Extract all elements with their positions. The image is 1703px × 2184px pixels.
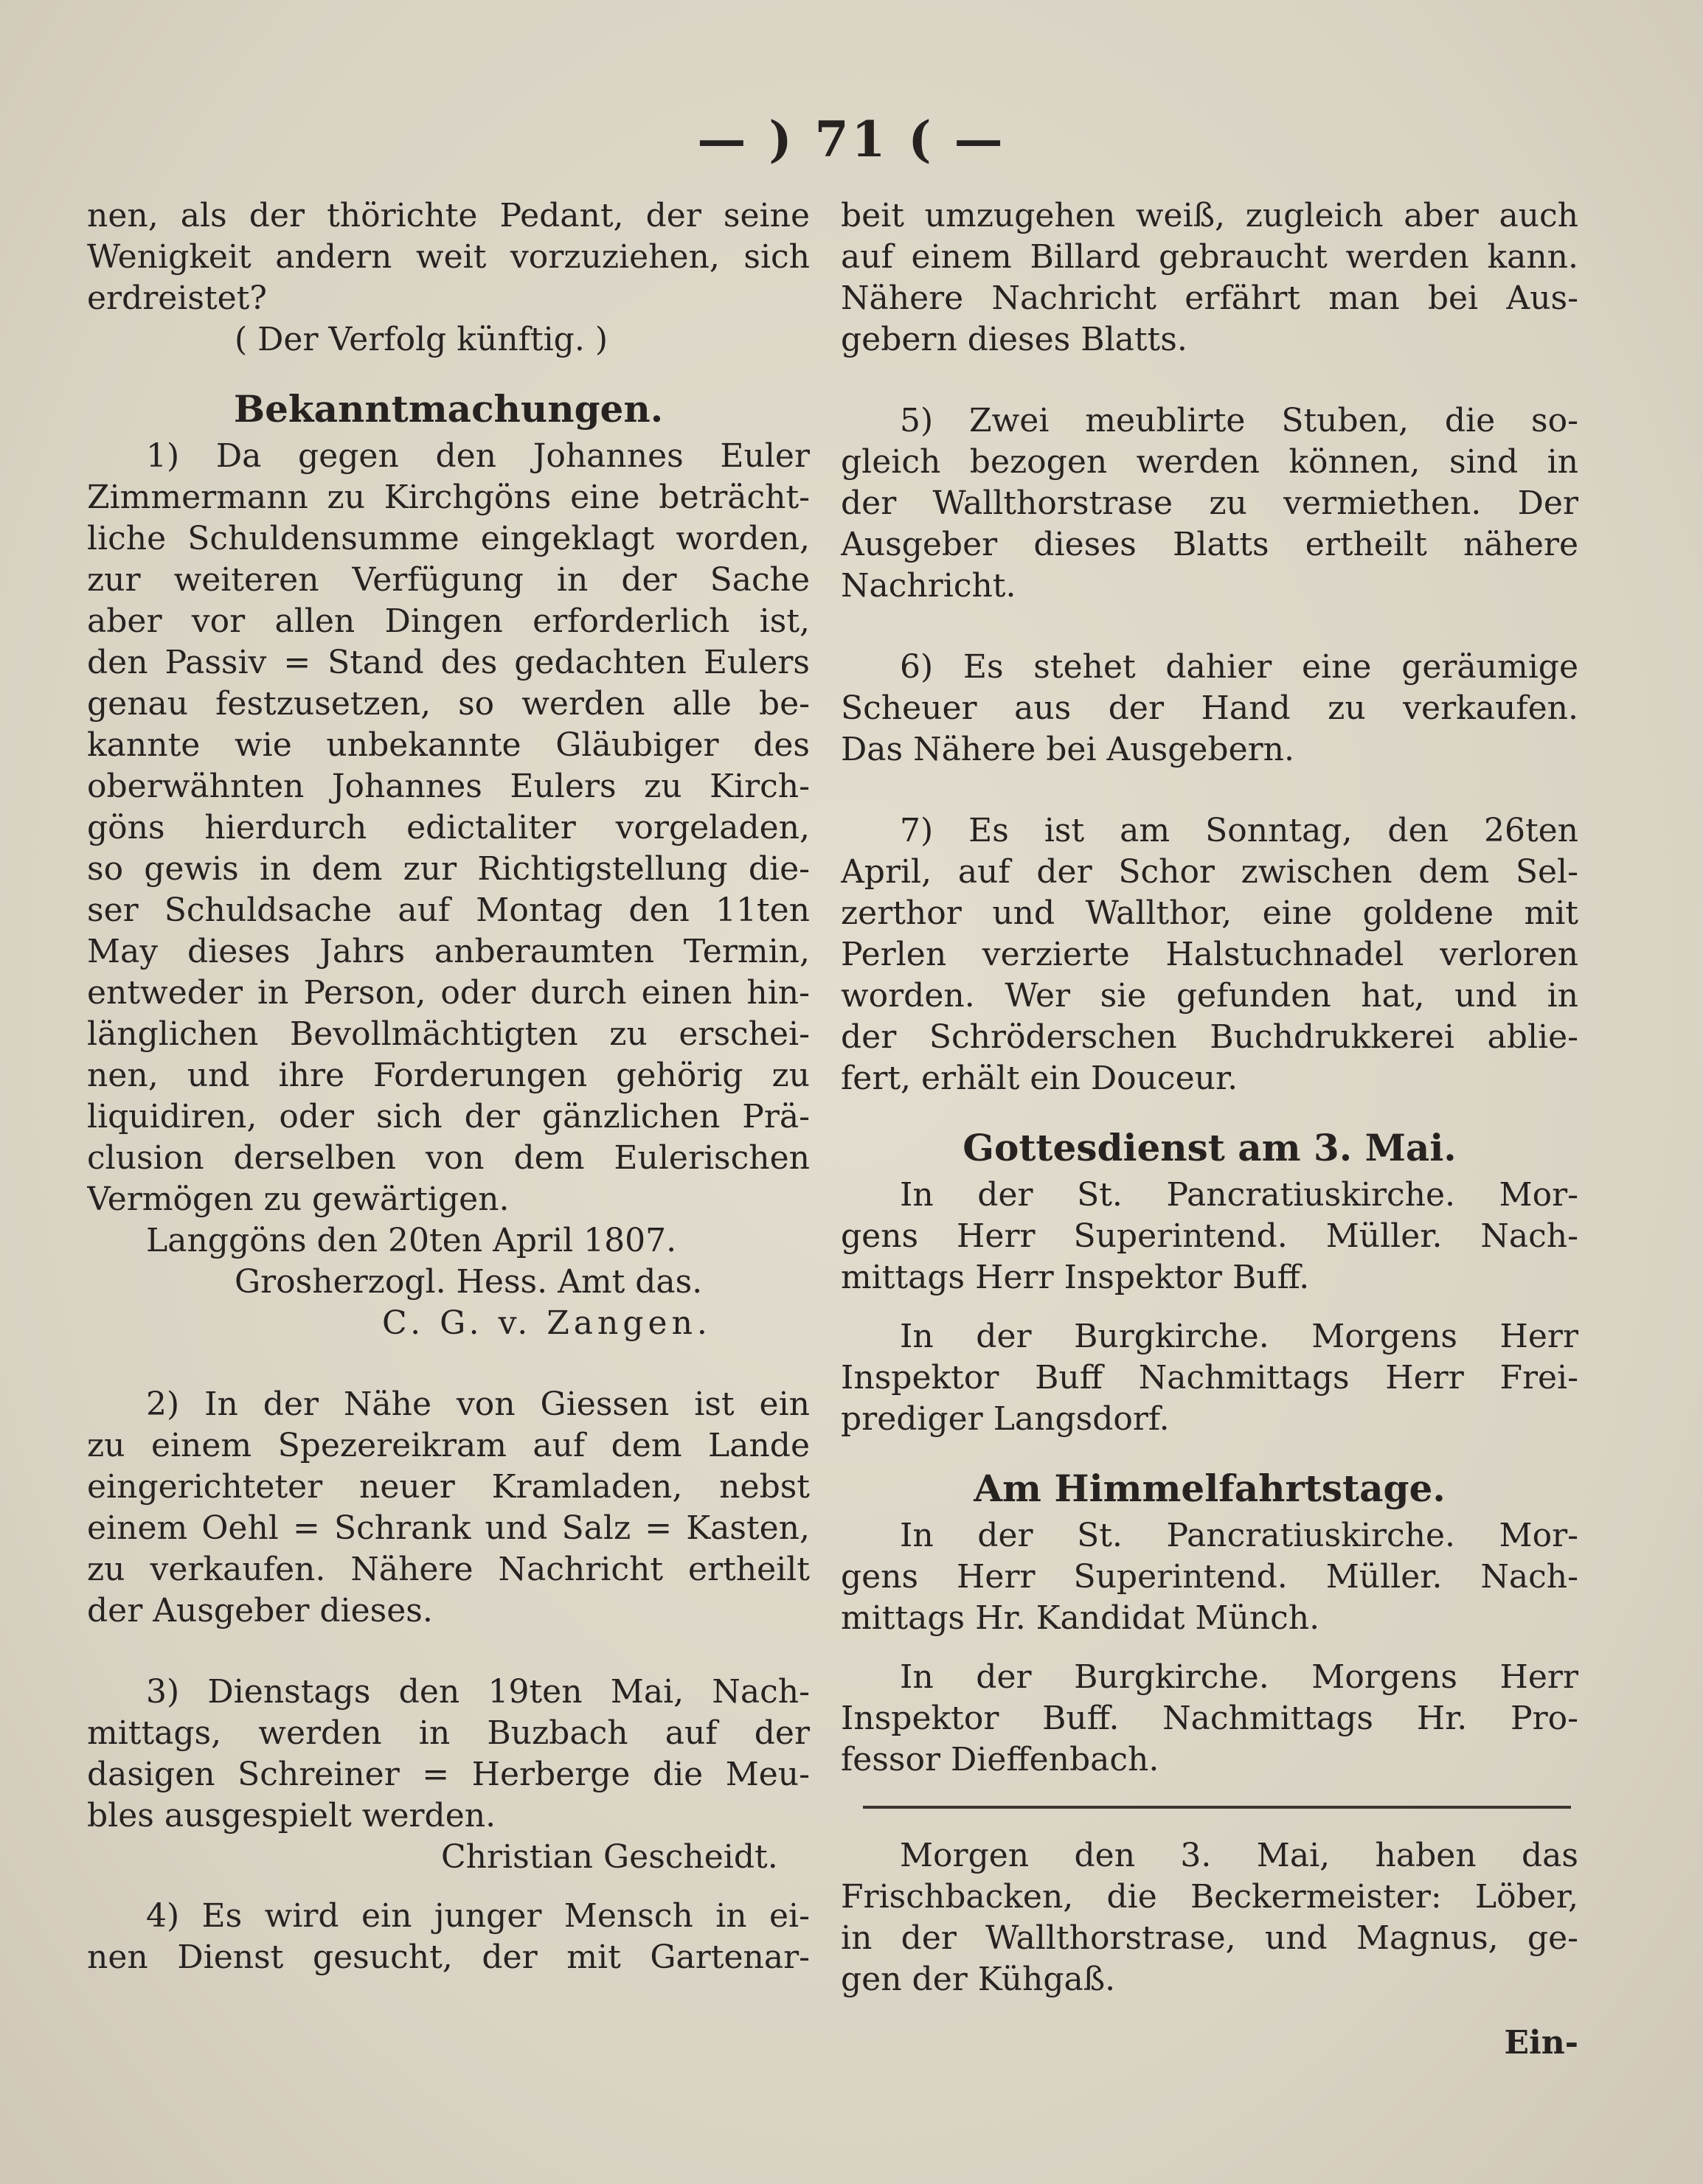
text-line: liche Schuldensumme eingeklagt worden,	[87, 520, 810, 557]
text-line: Perlen verzierte Halstuchnadel verloren	[841, 936, 1578, 973]
text-line: nen, und ihre Forderungen gehörig zu	[87, 1057, 810, 1094]
text-line: kannte wie unbekannte Gläubiger des	[87, 726, 810, 764]
text-line: prediger Langsdorf.	[841, 1400, 1170, 1438]
service-burgkirche	[841, 1316, 1578, 1440]
text-line: nen Dienst gesucht, der mit Gartenar-	[87, 1938, 810, 1976]
text-line: zu verkaufen. Nähere Nachricht ertheilt	[87, 1551, 810, 1588]
text-line: gens Herr Superintend. Müller. Nach-	[841, 1558, 1578, 1596]
text-line: Ausgeber dieses Blatts ertheilt nähere	[841, 526, 1578, 563]
ascension-pancratius	[841, 1515, 1578, 1639]
notice-1	[87, 436, 810, 1344]
continuation-note: ( Der Verfolg künftig. )	[235, 321, 608, 358]
left-column	[87, 195, 810, 2083]
bakers-notice	[841, 1835, 1578, 2000]
text-line: dasigen Schreiner = Herberge die Meu-	[87, 1756, 810, 1793]
notice-7	[841, 810, 1578, 1099]
text-line: Wenigkeit andern weit vorzuziehen, sich	[87, 238, 810, 276]
text-line: 1) Da gegen den Johannes Euler	[146, 437, 810, 475]
catchword: Ein-	[1504, 2024, 1578, 2062]
notice-signature: C. G. v. Zangen.	[382, 1304, 712, 1342]
notice-6	[841, 647, 1578, 771]
text-line: Nähere Nachricht erfährt man bei Aus-	[841, 279, 1578, 317]
text-line: gens Herr Superintend. Müller. Nach-	[841, 1217, 1578, 1255]
text-line: entweder in Person, oder durch einen hin-	[87, 974, 810, 1012]
text-line: mittags Herr Inspektor Buff.	[841, 1259, 1310, 1296]
text-line: In der Burgkirche. Morgens Herr	[900, 1318, 1578, 1355]
text-line: gen der Kühgaß.	[841, 1961, 1116, 1998]
text-line: in der Wallthorstrase, und Magnus, ge-	[841, 1919, 1578, 1957]
ascension-heading: Am Himmelfahrtstage.	[974, 1467, 1446, 1510]
text-line: worden. Wer sie gefunden hat, und in	[841, 977, 1578, 1015]
text-line: In der St. Pancratiuskirche. Mor-	[900, 1517, 1578, 1554]
text-line: Nachricht.	[841, 567, 1016, 605]
text-line: zu einem Spezereikram auf dem Lande	[87, 1427, 810, 1464]
notice-3	[87, 1672, 810, 1878]
text-line: 5) Zwei meublirte Stuben, die so-	[900, 402, 1578, 439]
text-line: 2) In der Nähe von Giessen ist ein	[146, 1385, 810, 1423]
text-line: Frischbacken, die Beckermeister: Löber,	[841, 1878, 1578, 1916]
text-line: gleich bezogen werden können, sind in	[841, 443, 1578, 481]
text-line: clusion derselben von dem Eulerischen	[87, 1139, 810, 1177]
text-line: 4) Es wird ein junger Mensch in ei-	[146, 1897, 810, 1935]
text-line: der Schröderschen Buchdrukkerei ablie-	[841, 1018, 1578, 1056]
ascension-burgkirche	[841, 1657, 1578, 1781]
text-line: nen, als der thörichte Pedant, der seine	[87, 197, 810, 234]
text-line: auf einem Billard gebraucht werden kann.	[841, 238, 1578, 276]
text-line: der Ausgeber dieses.	[87, 1592, 433, 1630]
text-line: Vermögen zu gewärtigen.	[87, 1180, 510, 1218]
notice-signature: Christian Gescheidt.	[441, 1838, 778, 1876]
text-line: In der St. Pancratiuskirche. Mor-	[900, 1176, 1578, 1214]
text-line: ser Schuldsache auf Montag den 11ten	[87, 891, 810, 929]
text-line: fessor Dieffenbach.	[841, 1741, 1159, 1778]
text-line: Inspektor Buff Nachmittags Herr Frei-	[841, 1359, 1578, 1397]
text-line: bles ausgespielt werden.	[87, 1797, 496, 1835]
text-line: einem Oehl = Schrank und Salz = Kasten,	[87, 1509, 810, 1547]
notice-office: Grosherzogl. Hess. Amt das.	[235, 1263, 703, 1301]
service-pancratius	[841, 1175, 1578, 1298]
text-line: den Passiv = Stand des gedachten Eulers	[87, 644, 810, 681]
text-line: Morgen den 3. Mai, haben das	[900, 1837, 1578, 1874]
page-number-header: — ) 71 ( —	[697, 111, 1006, 168]
text-line: 6) Es stehet dahier eine geräumige	[900, 648, 1578, 686]
text-line: beit umzugehen weiß, zugleich aber auch	[841, 197, 1578, 234]
text-line: genau festzusetzen, so werden alle be-	[87, 685, 810, 723]
section-heading: Bekanntmachungen.	[233, 387, 664, 431]
text-line: 7) Es ist am Sonntag, den 26ten	[900, 812, 1578, 849]
text-line: göns hierdurch edictaliter vorgeladen,	[87, 809, 810, 846]
text-line: April, auf der Schor zwischen dem Sel-	[841, 853, 1578, 891]
right-column	[841, 195, 1578, 2083]
text-line: liquidiren, oder sich der gänzlichen Prä-	[87, 1098, 810, 1136]
text-line: mittags Hr. Kandidat Münch.	[841, 1599, 1320, 1637]
notice-4	[87, 1896, 810, 1978]
text-line: May dieses Jahrs anberaumten Termin,	[87, 933, 810, 970]
notice-5	[841, 400, 1578, 607]
text-line: oberwähnten Johannes Eulers zu Kirch-	[87, 768, 810, 805]
text-line: so gewis in dem zur Richtigstellung die-	[87, 850, 810, 888]
text-line: Scheuer aus der Hand zu verkaufen.	[841, 689, 1578, 727]
text-line: In der Burgkirche. Morgens Herr	[900, 1658, 1578, 1696]
text-line: 3) Dienstags den 19ten Mai, Nach-	[146, 1673, 810, 1711]
text-line: erdreistet?	[87, 279, 267, 317]
text-line: Inspektor Buff. Nachmittags Hr. Pro-	[841, 1700, 1578, 1737]
notice-2	[87, 1384, 810, 1632]
text-line: zur weiteren Verfügung in der Sache	[87, 561, 810, 599]
text-line: fert, erhält ein Douceur.	[841, 1060, 1238, 1097]
text-line: gebern dieses Blatts.	[841, 321, 1187, 358]
text-line: mittags, werden in Buzbach auf der	[87, 1714, 810, 1752]
section-divider	[863, 1806, 1571, 1809]
notice-4-continuation	[841, 195, 1578, 361]
notice-place-date: Langgöns den 20ten April 1807.	[146, 1222, 677, 1259]
text-line: der Wallthorstrase zu vermiethen. Der	[841, 484, 1578, 522]
text-line: aber vor allen Dingen erforderlich ist,	[87, 602, 810, 640]
text-line: zerthor und Wallthor, eine goldene mit	[841, 894, 1578, 932]
text-line: Das Nähere bei Ausgebern.	[841, 731, 1294, 768]
text-line: Zimmermann zu Kirchgöns eine beträcht-	[87, 479, 810, 516]
text-line: eingerichteter neuer Kramladen, nebst	[87, 1468, 810, 1506]
service-heading: Gottesdienst am 3. Mai.	[963, 1126, 1457, 1169]
text-line: länglichen Bevollmächtigten zu erschei-	[87, 1015, 810, 1053]
